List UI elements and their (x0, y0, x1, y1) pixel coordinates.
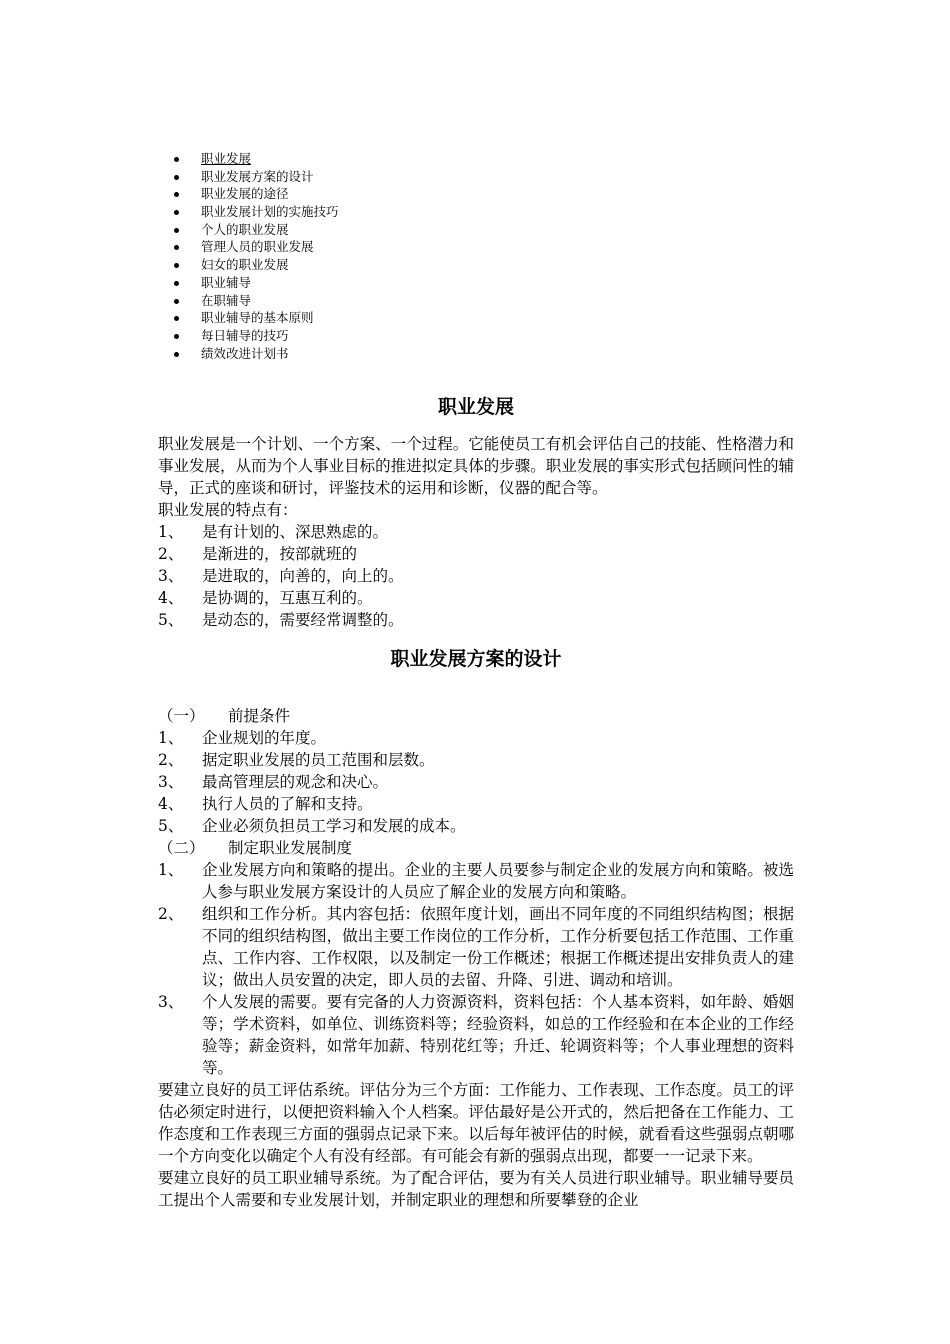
bullet-icon (174, 299, 179, 304)
toc-item: 职业辅导 (174, 274, 339, 292)
bullet-icon (174, 352, 179, 357)
list-item: 2、 组织和工作分析。其内容包括：依照年度计划，画出不同年度的不同组织结构图；根据不同的组织结构图，做出主要工作岗位的工作分析，工作分析要包括工作范围、工作重点、工作内容、工作权限，以及制定一份工作概述；根据工作概述提出安排负责人的建议；做出人员安置的决定，即人员的去留、升降、引进、调动和培训。 (158, 905, 794, 989)
section-title-career-development: 职业发展 (437, 396, 514, 418)
feature-item: 4、 是协调的，互惠互利的。 (158, 589, 373, 607)
bullet-icon (174, 228, 179, 233)
bullet-icon (174, 334, 179, 339)
list-item: 2、 据定职业发展的员工范围和层数。 (158, 751, 435, 769)
list-item: 1、 企业规划的年度。 (158, 729, 327, 747)
toc-item: 妇女的职业发展 (174, 256, 339, 274)
bullet-icon (174, 263, 179, 268)
list-item: 3、 最高管理层的观念和决心。 (158, 773, 389, 791)
toc-item: 职业辅导的基本原则 (174, 309, 339, 327)
toc-item: 管理人员的职业发展 (174, 238, 339, 256)
intro-paragraph: 职业发展是一个计划、一个方案、一个过程。它能使员工有机会评估自己的技能、性格潜力和事业发展，从而为个人事业目标的推进拟定具体的步骤。职业发展的事实形式包括顾问性的辅导，正式的座谈和研讨，评鉴技术的运用和诊断，仪器的配合等。 (158, 435, 794, 497)
toc-item: 个人的职业发展 (174, 221, 339, 239)
toc-item[interactable]: 职业发展 (174, 150, 339, 168)
subsection-heading: （二） 制定职业发展制度 (158, 839, 353, 857)
toc-item: 职业发展计划的实施技巧 (174, 203, 339, 221)
feature-item: 1、 是有计划的、深思熟虑的。 (158, 523, 389, 541)
bullet-icon (174, 175, 179, 180)
bullet-icon (174, 157, 179, 162)
guidance-paragraph: 要建立良好的员工职业辅导系统。为了配合评估，要为有关人员进行职业辅导。职业辅导要员工提出个人需要和专业发展计划，并制定职业的理想和所要攀登的企业 (158, 1169, 794, 1209)
feature-item: 2、 是渐进的，按部就班的 (158, 545, 358, 563)
feature-item: 3、 是进取的，向善的，向上的。 (158, 567, 404, 585)
section-career-development (158, 433, 794, 631)
evaluation-paragraph: 要建立良好的员工评估系统。评估分为三个方面：工作能力、工作表现、工作态度。员工的评估必须定时进行，以便把资料输入个人档案。评估最好是公开式的，然后把备在工作能力、工作态度和工作表现三方面的强弱点记录下来。以后每年被评估的时候，就看看这些强弱点朝哪一个方向变化以确定个人有没有经部。有可能会有新的强弱点出现，都要一一记录下来。 (158, 1081, 794, 1165)
features-title: 职业发展的特点有： (158, 501, 298, 519)
list-item: 3、 个人发展的需要。要有完备的人力资源资料，资料包括：个人基本资料，如年龄、婚姻等；学术资料，如单位、训练资料等；经验资料，如总的工作经验和在本企业的工作经验等；薪金资料，如常年加薪、特别花红等；升迁、轮调资料等；个人事业理想的资料等。 (158, 993, 794, 1077)
subsection-heading: （一） 前提条件 (158, 707, 291, 725)
bullet-icon (174, 210, 179, 215)
list-item: 1、 企业发展方向和策略的提出。企业的主要人员要参与制定企业的发展方向和策略。被选人参与职业发展方案设计的人员应了解企业的发展方向和策略。 (158, 861, 794, 901)
toc-item: 职业发展的途径 (174, 185, 339, 203)
section-title-plan-design: 职业发展方案的设计 (390, 648, 562, 670)
toc-item: 每日辅导的技巧 (174, 327, 339, 345)
toc-item: 在职辅导 (174, 292, 339, 310)
bullet-icon (174, 316, 179, 321)
section-plan-design (158, 705, 794, 1211)
toc-item: 职业发展方案的设计 (174, 168, 339, 186)
table-of-contents (174, 150, 339, 362)
bullet-icon (174, 281, 179, 286)
toc-item: 绩效改进计划书 (174, 345, 339, 363)
bullet-icon (174, 245, 179, 250)
feature-item: 5、 是动态的，需要经常调整的。 (158, 611, 404, 629)
list-item: 4、 执行人员的了解和支持。 (158, 795, 373, 813)
bullet-icon (174, 192, 179, 197)
list-item: 5、 企业必须负担员工学习和发展的成本。 (158, 817, 466, 835)
